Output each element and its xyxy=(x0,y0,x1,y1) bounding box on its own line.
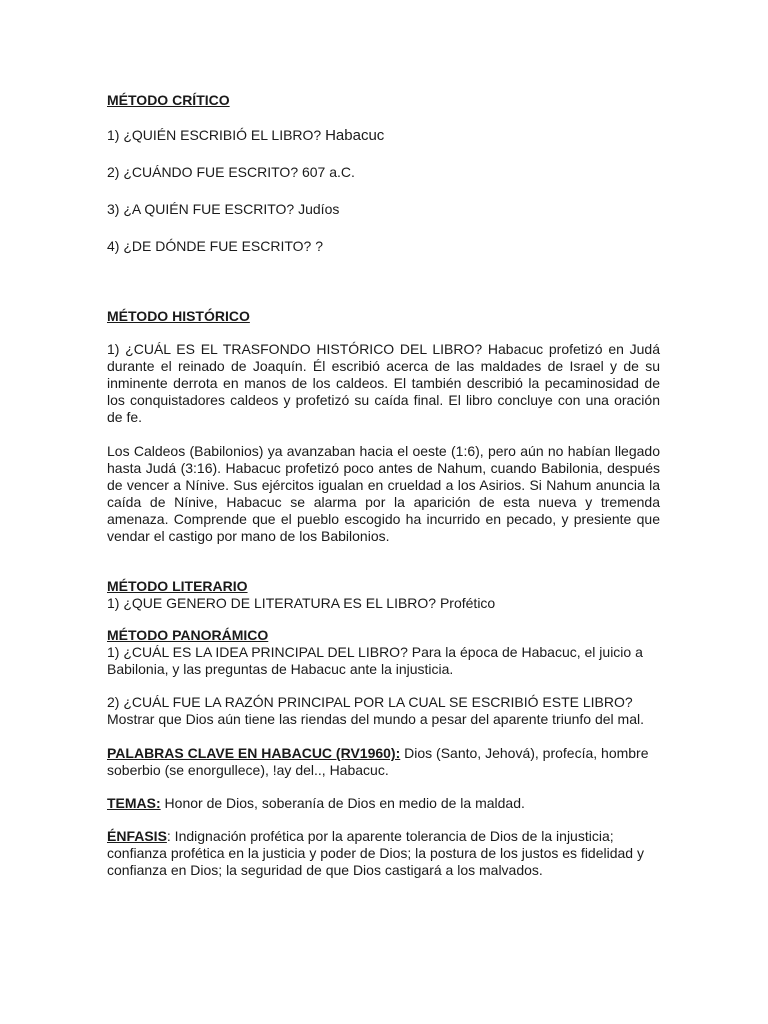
enfasis-label: ÉNFASIS xyxy=(107,828,167,844)
critico-q3: 3) ¿A QUIÉN FUE ESCRITO? Judíos xyxy=(107,201,340,217)
historico-paragraph-1: 1) ¿CUÁL ES EL TRASFONDO HISTÓRICO DEL LIBRO? Habacuc profetizó en Judá durante el reinado de Joaquín. Él escribió acerca de las maldades de Israel y de su inminente derrota en manos de los caldeos. El también describió la pecaminosidad de los conquistadores caldeos y profetizó su caída final. El libro concluye con una oración de fe. xyxy=(107,341,660,425)
critico-q1-text: 1) ¿QUIÉN ESCRIBIÓ EL LIBRO? xyxy=(107,127,326,143)
enfasis-text: : Indignación profética por la aparente tolerancia de Dios de la injusticia; confianza profética en la justicia y poder de Dios; la postura de los justos es fidelidad y confianza en Dios; la seguridad de que Dios castigará a los malvados. xyxy=(107,828,644,878)
palabras-clave xyxy=(107,745,660,779)
heading-metodo-literario: MÉTODO LITERARIO xyxy=(107,578,248,594)
palabras-clave-label: PALABRAS CLAVE EN HABACUC (RV1960): xyxy=(107,745,401,761)
temas-text: Honor de Dios, soberanía de Dios en medio de la maldad. xyxy=(160,795,525,811)
panoramico-q1: 1) ¿CUÁL ES LA IDEA PRINCIPAL DEL LIBRO? Para la época de Habacuc, el juicio a Babilonia, y las preguntas de Habacuc ante la injusticia. xyxy=(107,644,643,677)
critico-q4: 4) ¿DE DÓNDE FUE ESCRITO? ? xyxy=(107,238,324,254)
temas-label: TEMAS: xyxy=(107,795,161,811)
critico-q1 xyxy=(107,127,660,144)
heading-metodo-critico: MÉTODO CRÍTICO xyxy=(107,92,230,108)
literario-q1: 1) ¿QUE GENERO DE LITERATURA ES EL LIBRO? Profético xyxy=(107,595,496,611)
critico-a1-text: Habacuc xyxy=(325,127,385,144)
panoramico-q2: 2) ¿CUÁL FUE LA RAZÓN PRINCIPAL POR LA CUAL SE ESCRIBIÓ ESTE LIBRO? Mostrar que Dios aún tiene las riendas del mundo a pesar del aparente triunfo del mal. xyxy=(107,694,644,727)
historico-paragraph-2: Los Caldeos (Babilonios) ya avanzaban hacia el oeste (1:6), pero aún no habían llegado hasta Judá (3:16). Habacuc profetizó poco antes de Nahum, cuando Babilonia, después de vencer a Nínive. Sus ejércitos igualan en crueldad a los Asirios. Si Nahum anuncia la caída de Nínive, Habacuc se alarma por la aparición de esta nueva y tremenda amenaza. Comprende que el pueblo escogido ha incurrido en pecado, y presiente que vendar el castigo por mano de los Babilonios. xyxy=(107,443,660,544)
document-page xyxy=(107,92,660,879)
enfasis xyxy=(107,828,660,879)
critico-q2: 2) ¿CUÁNDO FUE ESCRITO? 607 a.C. xyxy=(107,164,355,180)
temas xyxy=(107,795,660,812)
heading-metodo-panoramico: MÉTODO PANORÁMICO xyxy=(107,627,269,643)
heading-metodo-historico: MÉTODO HISTÓRICO xyxy=(107,308,250,324)
palabras-clave-text: Dios (Santo, Jehová), profecía, hombre soberbio (se enorgullece), !ay del.., Habacuc. xyxy=(107,745,649,778)
